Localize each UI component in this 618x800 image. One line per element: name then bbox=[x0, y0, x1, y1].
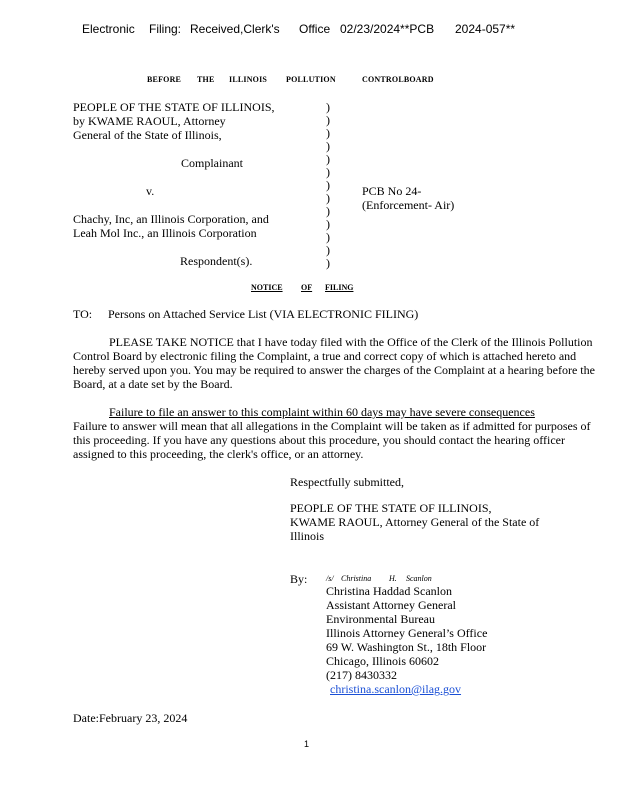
date-label: Date: bbox=[73, 711, 99, 725]
filing-stamp-word: 02/23/2024**PCB bbox=[340, 22, 435, 36]
caption-paren: ) bbox=[326, 113, 330, 127]
notice-title-word: OF bbox=[301, 283, 313, 292]
caption-plaintiff-line: PEOPLE OF THE STATE OF ILLINOIS, bbox=[73, 100, 275, 114]
caption-paren: ) bbox=[326, 152, 330, 166]
board-heading-word: CONTROLBOARD bbox=[362, 75, 434, 84]
closing-text: Respectfully submitted, bbox=[290, 475, 404, 489]
filing-stamp-word: Filing: bbox=[149, 22, 182, 36]
warning-body-text: Failure to answer will mean that all allegations in the Complaint will be taken as if admitted for purposes of this proceeding. If you have any questions about this procedure, you should contact the hearing officer assigned to this proceeding, the clerk's office, or an attorney. bbox=[73, 419, 591, 461]
caption-paren: ) bbox=[326, 256, 330, 270]
page-number: 1 bbox=[304, 739, 310, 749]
to-recipients: Persons on Attached Service List (VIA ELECTRONIC FILING) bbox=[108, 307, 419, 321]
caption-paren: ) bbox=[326, 204, 330, 218]
e-signature bbox=[326, 574, 334, 583]
filing-stamp-word: 2024-057** bbox=[455, 22, 516, 36]
signatory-line: Illinois bbox=[290, 529, 325, 543]
e-signature-part: /s/ bbox=[326, 574, 334, 583]
filing-stamp-word: Electronic bbox=[82, 22, 135, 36]
caption-paren: ) bbox=[326, 100, 330, 114]
attorney-office: Illinois Attorney General’s Office bbox=[326, 626, 488, 640]
caption-paren: ) bbox=[326, 126, 330, 140]
caption-respondent-line: Chachy, Inc, an Illinois Corporation, and bbox=[73, 212, 269, 226]
to-label: TO: bbox=[73, 307, 93, 321]
case-number: PCB No 24- bbox=[362, 184, 422, 198]
warning-underlined-text: Failure to file an answer to this complaint within 60 days may have severe consequences bbox=[109, 405, 535, 419]
caption-paren: ) bbox=[326, 165, 330, 179]
date-value: February 23, 2024 bbox=[99, 711, 188, 725]
attorney-city: Chicago, Illinois 60602 bbox=[326, 654, 439, 668]
notice-paragraph: PLEASE TAKE NOTICE that I have today filed with the Office of the Clerk of the Illinois Pollution Control Board by electronic filing the Complaint, a true and correct copy of which is attached hereto and hereby served upon you. You may be required to answer the charges of the Complaint at a hearing before the Board, at a date set by the Board. bbox=[73, 335, 595, 391]
e-signature-part: H. bbox=[389, 574, 397, 583]
case-type: (Enforcement- Air) bbox=[362, 198, 455, 212]
signatory-line: PEOPLE OF THE STATE OF ILLINOIS, bbox=[290, 501, 492, 515]
notice-title-word: NOTICE bbox=[251, 283, 283, 292]
caption-paren: ) bbox=[326, 217, 330, 231]
date-line bbox=[73, 711, 187, 726]
signatory-line: KWAME RAOUL, Attorney General of the State of bbox=[290, 515, 540, 529]
by-label: By: bbox=[290, 572, 308, 586]
attorney-bureau: Environmental Bureau bbox=[326, 612, 435, 626]
caption-complainant: Complainant bbox=[181, 156, 243, 170]
board-heading-word: ILLINOIS bbox=[229, 75, 268, 84]
warning-paragraph bbox=[73, 405, 603, 461]
board-heading-word: BEFORE bbox=[147, 75, 182, 84]
board-heading-word: POLLUTION bbox=[286, 75, 336, 84]
attorney-street: 69 W. Washington St., 18th Floor bbox=[326, 640, 487, 654]
e-signature-part: Christina bbox=[341, 574, 372, 583]
attorney-title: Assistant Attorney General bbox=[326, 598, 456, 612]
attorney-email-line bbox=[330, 682, 461, 697]
caption-plaintiff-line: General of the State of Illinois, bbox=[73, 128, 222, 142]
filing-stamp-word: Office bbox=[299, 22, 331, 36]
caption-paren: ) bbox=[326, 243, 330, 257]
filing-stamp-word: Received,Clerk's bbox=[190, 22, 280, 36]
caption-versus: v. bbox=[146, 184, 155, 198]
caption-paren: ) bbox=[326, 139, 330, 153]
caption-plaintiff-line: by KWAME RAOUL, Attorney bbox=[73, 114, 226, 128]
attorney-email-link[interactable]: christina.scanlon@ilag.gov bbox=[330, 682, 462, 696]
attorney-phone: (217) 8430332 bbox=[326, 668, 397, 682]
notice-title-word: FILING bbox=[325, 283, 354, 292]
caption-respondents-label: Respondent(s). bbox=[180, 254, 253, 268]
board-heading-word: THE bbox=[197, 75, 215, 84]
e-signature-part: Scanlon bbox=[406, 574, 432, 583]
caption-paren: ) bbox=[326, 230, 330, 244]
caption-paren: ) bbox=[326, 178, 330, 192]
attorney-name: Christina Haddad Scanlon bbox=[326, 584, 452, 598]
caption-respondent-line: Leah Mol Inc., an Illinois Corporation bbox=[73, 226, 257, 240]
caption-paren: ) bbox=[326, 191, 330, 205]
